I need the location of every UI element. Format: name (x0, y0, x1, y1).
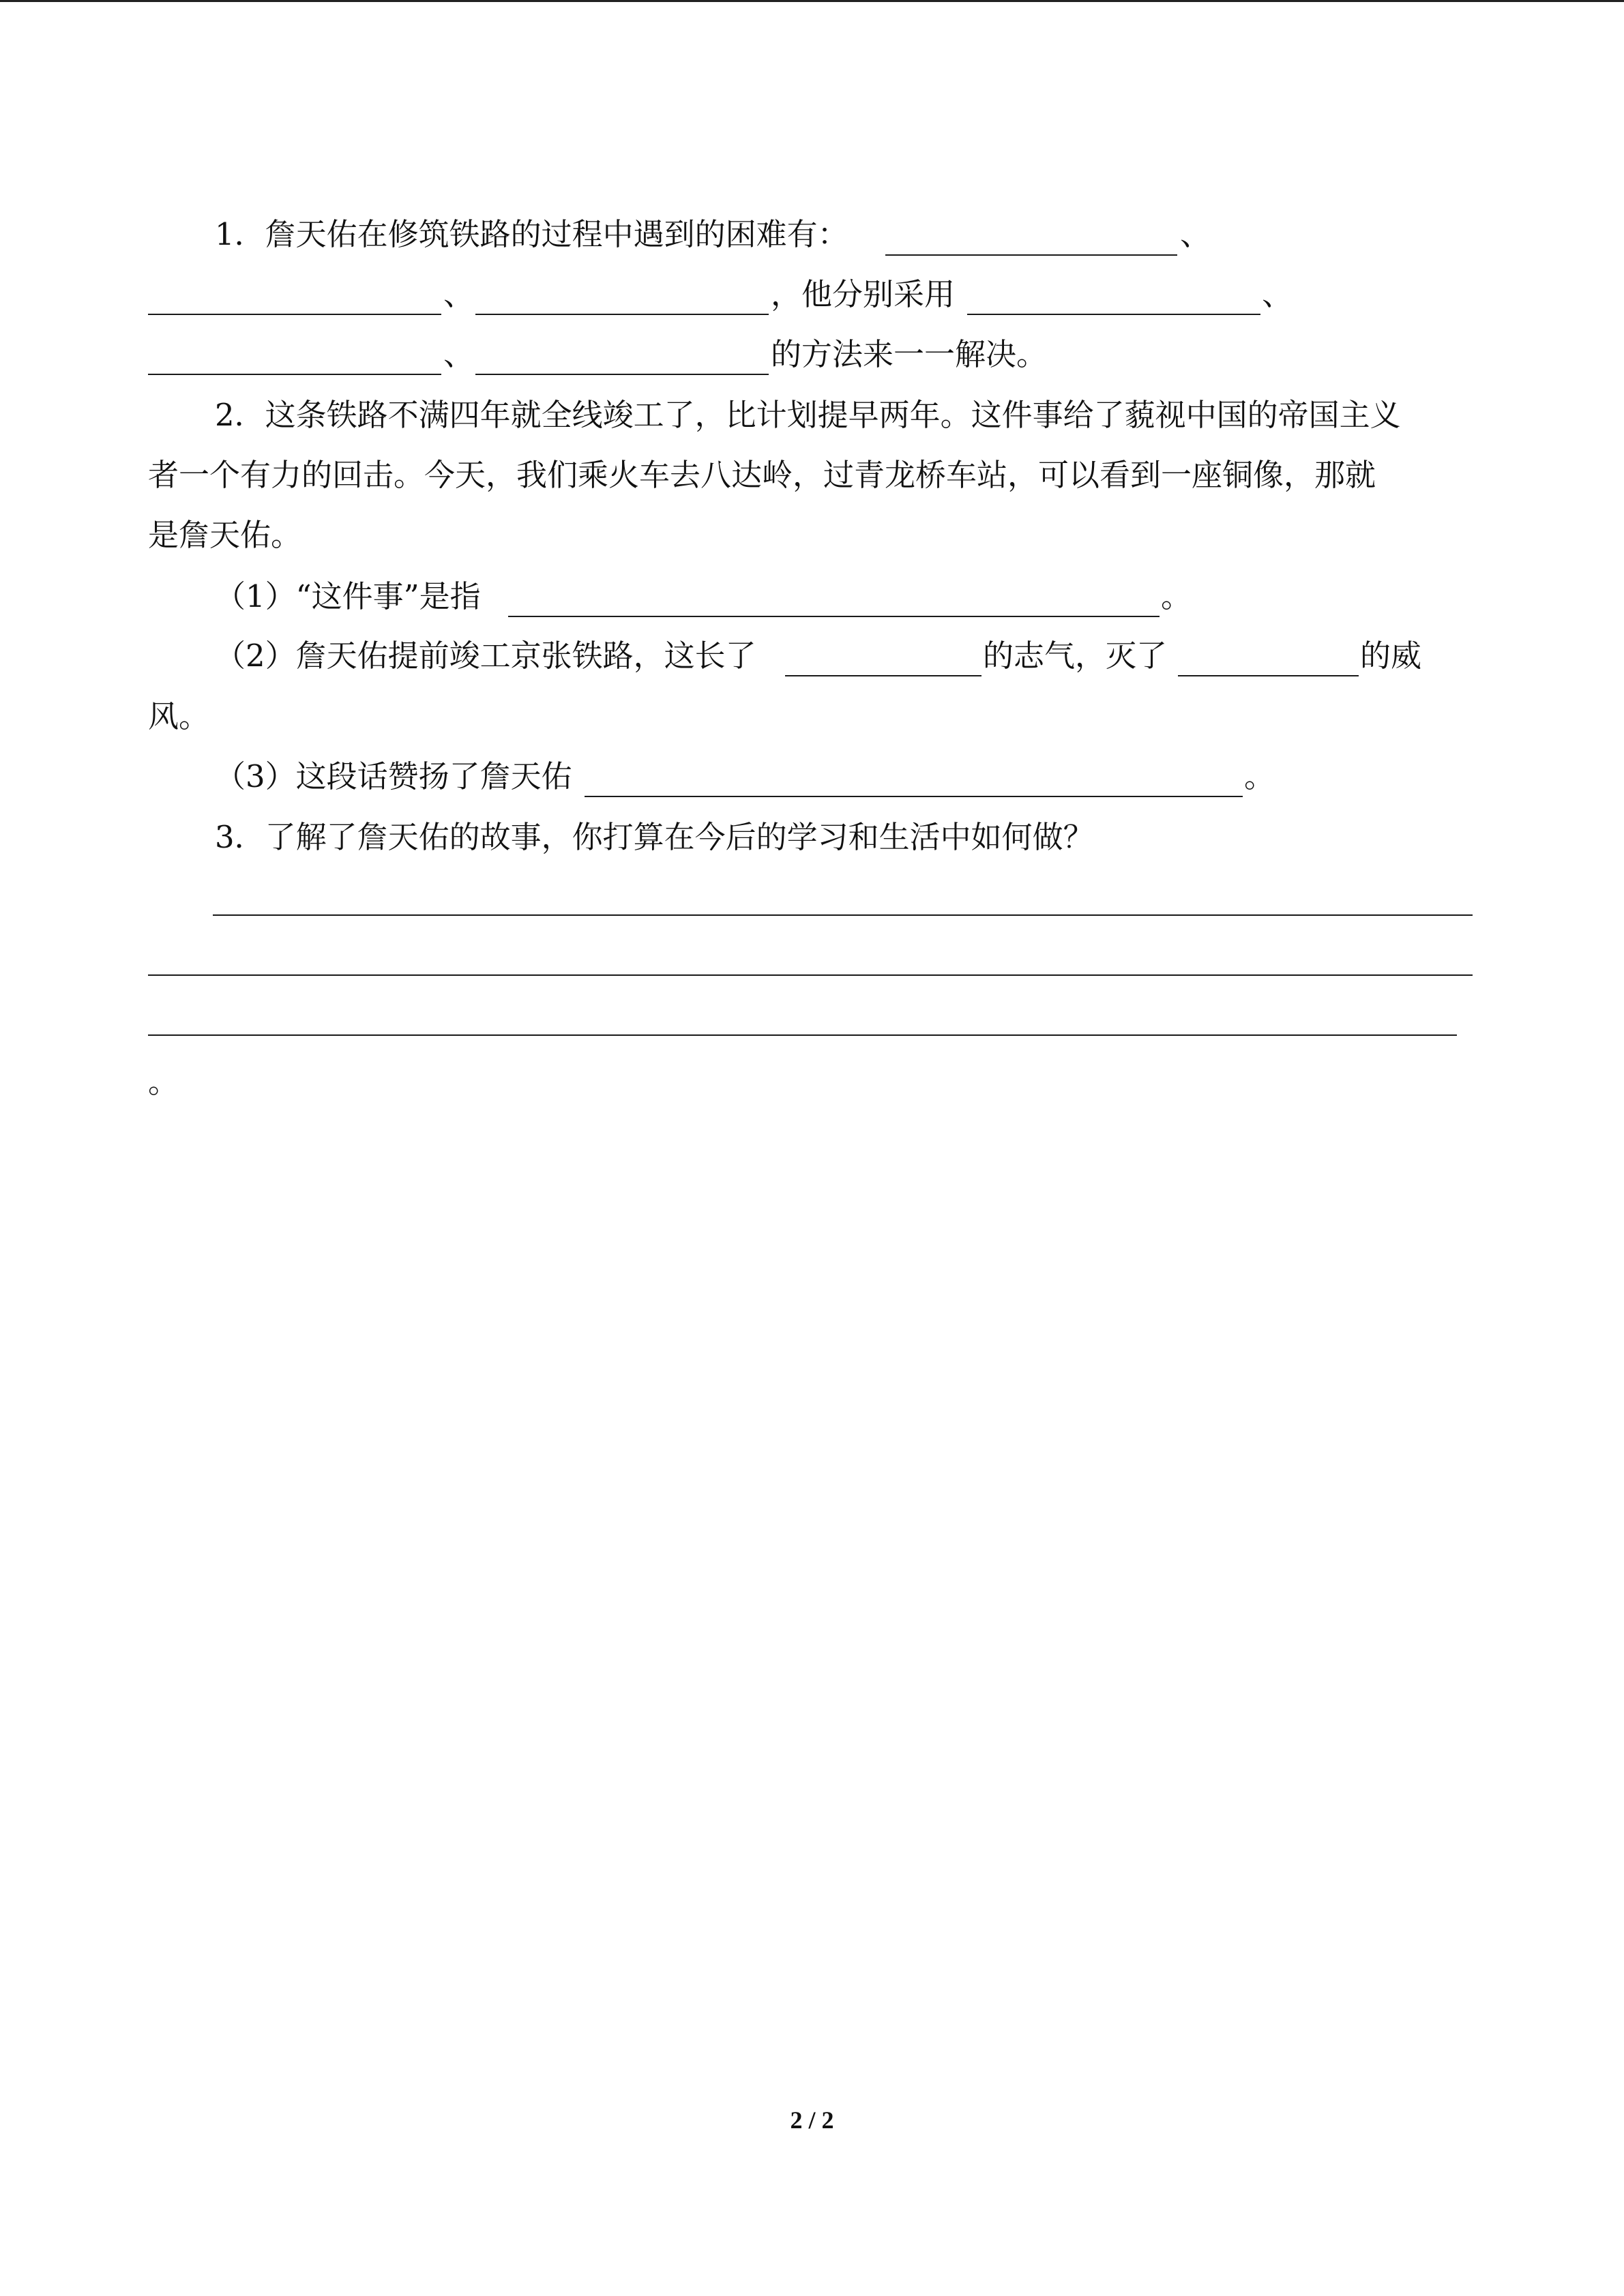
q2-sub3-prompt: （3）这段话赞扬了詹天佑 (215, 758, 572, 794)
q2-sub3-blank[interactable] (585, 796, 1243, 797)
q1-blank-2[interactable] (148, 314, 441, 315)
q1-blank-3[interactable] (475, 314, 769, 315)
q2-sub2-blank-1[interactable] (785, 675, 981, 676)
q3-end-mark: 。 (148, 1064, 179, 1100)
q2-sub3-end: 。 (1244, 758, 1275, 794)
q1-end-text: 的方法来一一解决。 (771, 336, 1048, 372)
q2-sub2-continuation: 风。 (148, 698, 210, 734)
q3-answer-line-3[interactable] (148, 1034, 1457, 1036)
q3-question: 3．了解了詹天佑的故事，你打算在今后的学习和生活中如何做？ (215, 819, 1094, 855)
q1-blank-1[interactable] (885, 254, 1177, 256)
q1-blank-5[interactable] (148, 374, 441, 375)
q1-blank-6[interactable] (475, 374, 769, 375)
q2-sub1-end: 。 (1161, 578, 1192, 614)
q2-paragraph-line1: 2．这条铁路不满四年就全线竣工了，比计划提早两年。这件事给了藐视中国的帝国主义 (215, 397, 1401, 433)
q1-separator: 、 (1262, 276, 1293, 312)
q1-method-text: ，他分别采用 (771, 276, 956, 312)
q1-line1: 1．詹天佑在修筑铁路的过程中遇到的困难有： (215, 216, 848, 252)
q2-sub2-blank-2[interactable] (1178, 675, 1359, 676)
q1-separator: 、 (1180, 216, 1211, 252)
q1-separator: 、 (443, 276, 475, 312)
page-top-border (0, 0, 1624, 2)
q2-sub1-prompt: （1）“这件事”是指 (215, 578, 481, 614)
q1-separator: 、 (443, 336, 475, 372)
q3-answer-line-2[interactable] (148, 974, 1473, 976)
q2-sub2-end: 的威 (1360, 638, 1422, 674)
q2-paragraph-line2: 者一个有力的回击。今天，我们乘火车去八达岭，过青龙桥车站，可以看到一座铜像，那就 (148, 457, 1376, 493)
q1-blank-4[interactable] (967, 314, 1260, 315)
page-number: 2 / 2 (790, 2106, 834, 2134)
q2-sub2-prompt: （2）詹天佑提前竣工京张铁路，这长了 (215, 638, 756, 674)
q2-sub2-middle: 的志气，灭了 (983, 638, 1168, 674)
q2-sub1-blank[interactable] (508, 616, 1160, 617)
q2-paragraph-line3: 是詹天佑。 (148, 517, 302, 553)
q3-answer-line-1[interactable] (213, 914, 1473, 916)
